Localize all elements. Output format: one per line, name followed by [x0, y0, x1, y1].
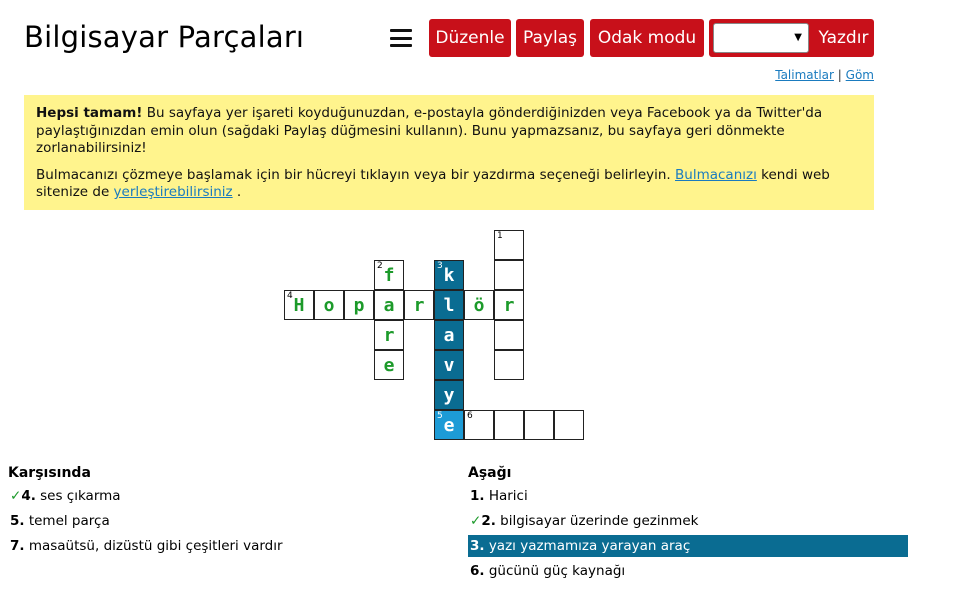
cell-letter: y	[443, 385, 455, 406]
grid-cell[interactable]	[374, 350, 404, 380]
print-option-select[interactable]	[713, 23, 809, 53]
cell-letter: o	[323, 295, 335, 316]
cell-letter: r	[383, 325, 395, 346]
notice-text-2b: kendi web sitenize de	[36, 166, 830, 200]
grid-cell[interactable]	[464, 410, 494, 440]
notice-embed-link[interactable]: yerleştirebilirsiniz	[113, 184, 233, 200]
check-icon: ✓	[10, 488, 22, 504]
cell-number: 3	[437, 261, 443, 271]
clue-number: 7.	[10, 538, 25, 554]
cell-letter: e	[383, 355, 395, 376]
notice-text-2c: .	[232, 184, 242, 200]
edit-button[interactable]: Düzenle	[429, 19, 511, 57]
notice-text-1: Bu sayfaya yer işareti koyduğunuzdan, e-postayla gönderdiğinizden veya Facebook ya da Twitter'da paylaştığınızdan emin olun (sağdaki Paylaş düğmesini kullanın). Bunu yapmazsanız, bu sayfaya geri dönmekte zorlanabilirsiniz!	[36, 105, 823, 156]
clue-item[interactable]	[8, 510, 428, 532]
print-controls	[709, 19, 874, 57]
grid-cell[interactable]	[464, 290, 494, 320]
cell-number: 5	[437, 411, 443, 421]
clue-text: temel parça	[24, 513, 110, 529]
grid-cell[interactable]	[374, 260, 404, 290]
clue-text: masaütsü, dizüstü gibi çeşitleri vardır	[24, 538, 283, 554]
across-title: Karşısında	[8, 465, 91, 481]
link-separator: |	[837, 68, 842, 82]
down-title: Aşağı	[468, 465, 512, 481]
grid-cell[interactable]	[494, 230, 524, 260]
cell-number: 6	[467, 411, 473, 421]
notice-paragraph-2	[36, 167, 862, 202]
clue-number: 3.	[470, 538, 485, 554]
embed-link[interactable]: Göm	[845, 68, 874, 82]
grid-cell[interactable]	[284, 290, 314, 320]
page-title: Bilgisayar Parçaları	[24, 20, 305, 54]
cell-number: 4	[287, 291, 293, 301]
clue-item[interactable]	[468, 485, 908, 507]
grid-cell[interactable]	[434, 380, 464, 410]
focus-mode-button[interactable]: Odak modu	[590, 19, 704, 57]
clue-text: bilgisayar üzerinde gezinmek	[495, 513, 699, 529]
clue-number: 4.	[21, 488, 36, 504]
clue-item[interactable]	[8, 535, 428, 557]
grid-cell[interactable]	[434, 410, 464, 440]
clue-number: 2.	[481, 513, 496, 529]
cell-number: 2	[377, 261, 383, 271]
grid-cell[interactable]	[374, 320, 404, 350]
notice-text-2a: Bulmacanızı çözmeye başlamak için bir hücreyi tıklayın veya bir yazdırma seçeneği belirleyin.	[36, 166, 676, 183]
clue-text: ses çıkarma	[35, 488, 121, 504]
notice-box	[24, 95, 874, 210]
grid-cell[interactable]	[434, 260, 464, 290]
clue-number: 5.	[10, 513, 25, 529]
grid-cell[interactable]	[344, 290, 374, 320]
clue-number: 6.	[470, 563, 485, 579]
grid-cell[interactable]	[494, 410, 524, 440]
grid-cell[interactable]	[494, 260, 524, 290]
clue-text: gücünü güç kaynağı	[484, 563, 626, 579]
share-button[interactable]: Paylaş	[516, 19, 584, 57]
grid-cell[interactable]	[494, 350, 524, 380]
notice-bold: Hepsi tamam!	[36, 105, 143, 121]
grid-cell[interactable]	[434, 290, 464, 320]
clue-item[interactable]	[468, 535, 908, 557]
grid-cell[interactable]	[494, 290, 524, 320]
grid-cell[interactable]	[524, 410, 554, 440]
cell-letter: v	[443, 355, 455, 376]
cell-letter: f	[383, 265, 395, 286]
clue-text: yazı yazmamıza yarayan araç	[484, 538, 691, 554]
cell-letter: a	[383, 295, 395, 316]
grid-cell[interactable]	[374, 290, 404, 320]
notice-puzzle-link[interactable]: Bulmacanızı	[675, 166, 757, 183]
clue-item[interactable]	[468, 510, 908, 532]
cell-letter: e	[443, 415, 455, 436]
chevron-down-icon: ▼	[794, 32, 802, 43]
clue-item[interactable]	[468, 560, 908, 582]
cell-letter: l	[443, 295, 455, 316]
grid-cell[interactable]	[314, 290, 344, 320]
cell-letter: H	[293, 295, 305, 316]
grid-cell[interactable]	[404, 290, 434, 320]
hamburger-icon[interactable]	[390, 29, 412, 47]
clue-number: 1.	[470, 488, 485, 504]
grid-cell[interactable]	[554, 410, 584, 440]
help-links	[775, 68, 874, 82]
grid-cell[interactable]	[494, 320, 524, 350]
cell-number: 1	[497, 231, 503, 241]
cell-letter: r	[503, 295, 515, 316]
check-icon: ✓	[470, 513, 482, 529]
clue-item[interactable]	[8, 485, 428, 507]
cell-letter: a	[443, 325, 455, 346]
cell-letter: k	[443, 265, 455, 286]
cell-letter: ö	[473, 295, 485, 316]
instructions-link[interactable]: Talimatlar	[775, 68, 834, 82]
notice-paragraph-1	[36, 105, 862, 158]
cell-letter: r	[413, 295, 425, 316]
clue-text: Harici	[484, 488, 528, 504]
print-button[interactable]: Yazdır	[818, 28, 869, 48]
cell-letter: p	[353, 295, 365, 316]
grid-cell[interactable]	[434, 320, 464, 350]
grid-cell[interactable]	[434, 350, 464, 380]
